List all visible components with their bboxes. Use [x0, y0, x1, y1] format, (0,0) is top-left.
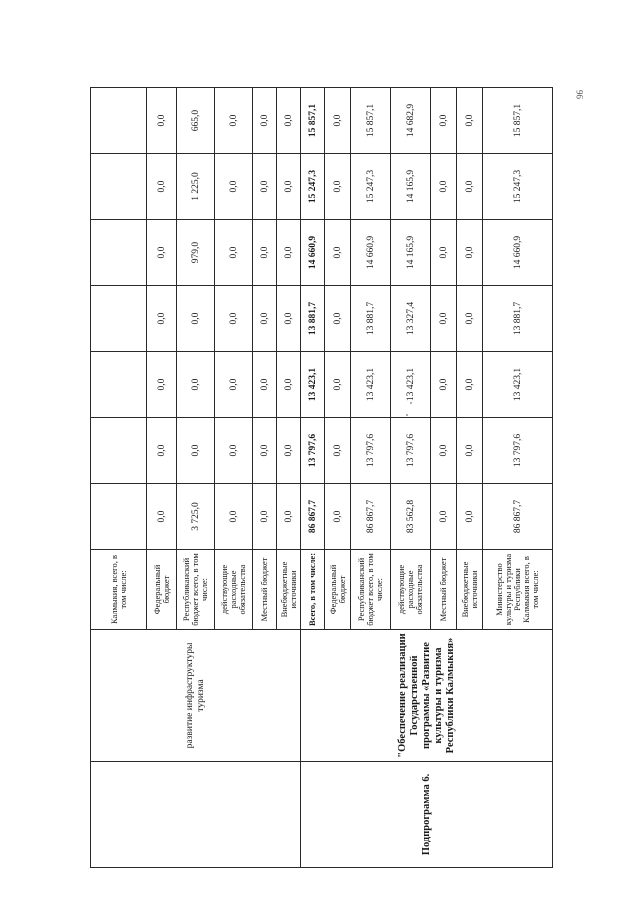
value-cell: 0,0: [277, 418, 301, 484]
row-label: Местный бюджет: [253, 550, 277, 630]
value-cell: 0,0: [215, 154, 253, 220]
value-cell: 0,0: [253, 154, 277, 220]
value-cell: 0,0: [325, 352, 351, 418]
value-cell: 0,0: [147, 418, 177, 484]
value-cell: 0,0: [253, 352, 277, 418]
row-label: Федеральный бюджет: [325, 550, 351, 630]
value-cell: 0,0: [147, 484, 177, 550]
value-cell: 0,0: [147, 220, 177, 286]
row-label: Местный бюджет: [431, 550, 457, 630]
budget-table: [90, 87, 553, 868]
value-cell: 0,0: [457, 286, 483, 352]
value-cell: 0,0: [147, 88, 177, 154]
row-label: Внебюджетные источники: [457, 550, 483, 630]
row-label: Республиканский бюджет всего, в том числе:: [177, 550, 215, 630]
value-cell: 13 797,6: [483, 418, 553, 484]
value-cell: 0,0: [277, 220, 301, 286]
value-cell: 0,0: [325, 88, 351, 154]
value-cell: 0,0: [457, 220, 483, 286]
value-cell: 0,0: [253, 88, 277, 154]
value-cell: 13 327,4: [391, 286, 431, 352]
value-cell: 15 247,3: [301, 154, 325, 220]
value-cell: 13 423,1: [301, 352, 325, 418]
value-cell: 13 423,1: [483, 352, 553, 418]
value-cell: 0,0: [457, 418, 483, 484]
value-cell: 0,0: [431, 352, 457, 418]
row-label: Республиканский бюджет всего, в том числе:: [351, 550, 391, 630]
subprogram-cell-empty: [91, 762, 301, 868]
value-cell: 0,0: [325, 220, 351, 286]
value-cell: 0,0: [215, 484, 253, 550]
value-cell: [91, 418, 147, 484]
value-cell: 0,0: [457, 484, 483, 550]
value-cell: 0,0: [325, 286, 351, 352]
value-cell: 13 797,6: [351, 418, 391, 484]
value-cell: 0,0: [215, 418, 253, 484]
value-cell: 0,0: [431, 484, 457, 550]
value-cell: 0,0: [325, 484, 351, 550]
value-cell: 0,0: [431, 286, 457, 352]
table-row: [301, 88, 325, 868]
value-cell: 0,0: [277, 88, 301, 154]
value-cell: 665,0: [177, 88, 215, 154]
value-cell: 0,0: [253, 286, 277, 352]
value-cell: 14 660,9: [483, 220, 553, 286]
value-cell: 0,0: [325, 418, 351, 484]
value-cell: 1 225,0: [177, 154, 215, 220]
value-cell: [91, 220, 147, 286]
value-cell: 13 881,7: [483, 286, 553, 352]
value-cell: 979,0: [177, 220, 215, 286]
value-cell: [91, 88, 147, 154]
value-cell: 0,0: [147, 286, 177, 352]
row-label: действующие расходные обязательства: [391, 550, 431, 630]
value-cell: 0,0: [177, 286, 215, 352]
subprogram-title: Подпрограмма 6.: [301, 762, 553, 868]
value-cell: 0,0: [431, 154, 457, 220]
value-cell: 15 857,1: [351, 88, 391, 154]
row-label: Министерство культуры и туризма Республики Калмыкия всего, в том числе:: [483, 550, 553, 630]
value-cell: 0,0: [177, 352, 215, 418]
value-cell: 13 881,7: [301, 286, 325, 352]
value-cell: 0,0: [431, 220, 457, 286]
value-cell: 0,0: [147, 352, 177, 418]
value-cell: [91, 154, 147, 220]
value-cell: 0,0: [277, 484, 301, 550]
program-title: "Обеспечение реализации Государственной программы «Развитие культуры и туризма Республики Калмыкия»: [301, 630, 553, 762]
value-cell: 0,0: [215, 286, 253, 352]
value-cell: 86 867,7: [301, 484, 325, 550]
value-cell: 0,0: [253, 418, 277, 484]
value-cell: 83 562,8: [391, 484, 431, 550]
value-cell: 15 247,3: [483, 154, 553, 220]
value-cell: 0,0: [277, 352, 301, 418]
value-cell: 13 423,1: [391, 352, 431, 418]
value-cell: [91, 484, 147, 550]
value-cell: 0,0: [325, 154, 351, 220]
value-cell: 0,0: [277, 286, 301, 352]
row-label: Калмыкия, всего, в том числе:: [91, 550, 147, 630]
value-cell: 0,0: [457, 352, 483, 418]
table-row: [91, 88, 147, 868]
value-cell: 14 660,9: [301, 220, 325, 286]
value-cell: 0,0: [147, 154, 177, 220]
value-cell: 0,0: [253, 484, 277, 550]
value-cell: 14 165,9: [391, 220, 431, 286]
value-cell: 0,0: [177, 418, 215, 484]
row-label: Всего, в том числе:: [301, 550, 325, 630]
page-number: 96: [575, 90, 585, 99]
row-label: действующие расходные обязательства: [215, 550, 253, 630]
row-label: Внебюджетные источники: [277, 550, 301, 630]
value-cell: 86 867,7: [351, 484, 391, 550]
value-cell: 14 682,9: [391, 88, 431, 154]
value-cell: [91, 352, 147, 418]
value-cell: 13 797,6: [391, 418, 431, 484]
infra-text-cell: развитие инфраструктуры туризма: [91, 630, 301, 762]
value-cell: 86 867,7: [483, 484, 553, 550]
value-cell: [91, 286, 147, 352]
value-cell: 0,0: [277, 154, 301, 220]
value-cell: 0,0: [215, 88, 253, 154]
value-cell: 15 857,1: [483, 88, 553, 154]
value-cell: 0,0: [457, 154, 483, 220]
row-label: Федеральный бюджет: [147, 550, 177, 630]
value-cell: 0,0: [431, 418, 457, 484]
value-cell: 3 725,0: [177, 484, 215, 550]
value-cell: 15 857,1: [301, 88, 325, 154]
value-cell: 15 247,3: [351, 154, 391, 220]
value-cell: 14 165,9: [391, 154, 431, 220]
value-cell: 13 881,7: [351, 286, 391, 352]
value-cell: 13 423,1: [351, 352, 391, 418]
value-cell: 0,0: [215, 352, 253, 418]
value-cell: 0,0: [215, 220, 253, 286]
value-cell: 14 660,9: [351, 220, 391, 286]
value-cell: 13 797,6: [301, 418, 325, 484]
value-cell: 0,0: [457, 88, 483, 154]
value-cell: 0,0: [253, 220, 277, 286]
value-cell: 0,0: [431, 88, 457, 154]
rotated-table-container: [90, 88, 552, 868]
